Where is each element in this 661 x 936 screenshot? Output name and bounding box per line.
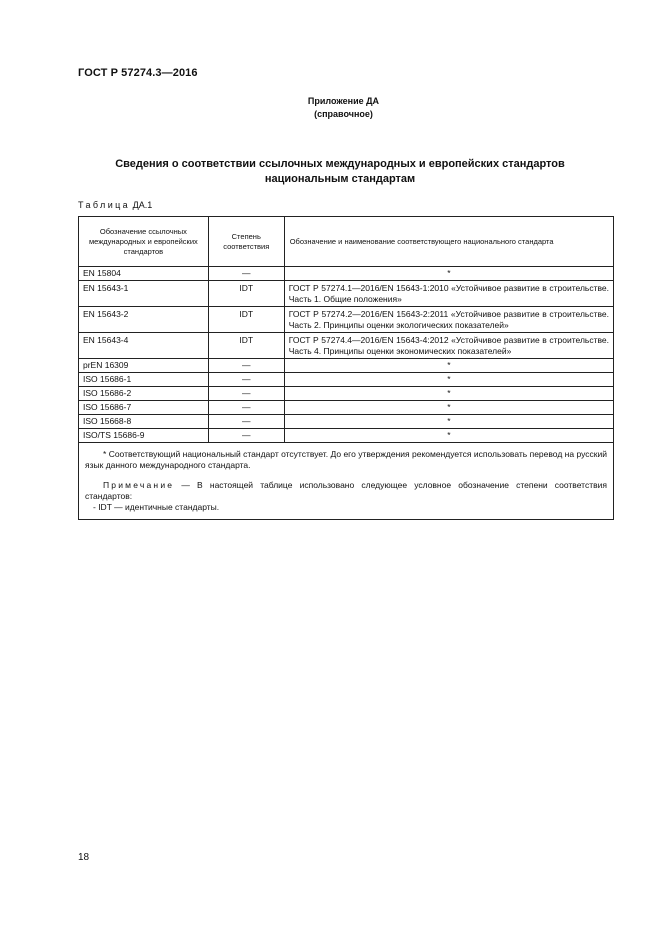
section-title-line2: национальным стандартам [264,173,416,185]
note-label: Примечание [103,480,175,490]
cell-degree: — [208,387,284,401]
cell-degree: — [208,415,284,429]
cell-reference: prEN 16309 [79,359,209,373]
table-caption-prefix: Таблица [78,200,131,210]
table-row [79,415,614,429]
cell-reference: ISO 15686-1 [79,373,209,387]
cell-national: * [284,401,613,415]
table-row [79,401,614,415]
table-caption [78,200,152,210]
cell-national: * [284,359,613,373]
page-number: 18 [78,852,90,863]
table-row [79,373,614,387]
header-national-standard: Обозначение и наименование соответствующего национального стандарта [284,217,613,267]
section-title [90,157,590,187]
cell-reference: EN 15804 [79,267,209,281]
standards-table [78,216,614,520]
cell-national: * [284,373,613,387]
section-title-line1: Сведения о соответствии ссылочных международных и европейских стандартов [115,158,565,170]
cell-degree: — [208,373,284,387]
cell-degree: IDT [208,281,284,307]
cell-degree: — [208,401,284,415]
table-row [79,359,614,373]
cell-national: ГОСТ Р 57274.1—2016/EN 15643-1:2010 «Устойчивое развитие в строительстве. Часть 1. Общие положения» [284,281,613,307]
table-row [79,387,614,401]
cell-national: ГОСТ Р 57274.2—2016/EN 15643-2:2011 «Устойчивое развитие в строительстве. Часть 2. Принципы оценки экологических показателей» [284,307,613,333]
table-footer-row [79,443,614,520]
cell-national: ГОСТ Р 57274.4—2016/EN 15643-4:2012 «Устойчивое развитие в строительстве. Часть 4. Принципы оценки экономических показателей» [284,333,613,359]
cell-degree: IDT [208,307,284,333]
document-code: ГОСТ Р 57274.3—2016 [78,67,198,79]
header-reference-standard: Обозначение ссылочных международных и европейских стандартов [79,217,209,267]
cell-national: * [284,267,613,281]
table-row [79,281,614,307]
table-footer [79,443,614,520]
note-text: — В настоящей таблице использовано следующее условное обозначение степени соответствия стандартов: [85,480,607,501]
cell-degree: — [208,267,284,281]
header-degree: Степень соответствия [208,217,284,267]
cell-reference: ISO 15686-7 [79,401,209,415]
cell-national: * [284,415,613,429]
appendix-title: Приложение ДА [307,96,380,106]
cell-reference: EN 15643-1 [79,281,209,307]
table-row [79,333,614,359]
table-row [79,429,614,443]
cell-degree: IDT [208,333,284,359]
cell-reference: EN 15643-2 [79,307,209,333]
footnote: * Соответствующий национальный стандарт отсутствует. До его утверждения рекомендуется использовать перевод на русский язык данного международного стандарта. [85,449,607,470]
cell-degree: — [208,429,284,443]
note-list-item: - IDT — идентичные стандарты. [93,502,220,512]
cell-reference: ISO/TS 15686-9 [79,429,209,443]
table-row [79,267,614,281]
cell-reference: ISO 15686-2 [79,387,209,401]
cell-reference: EN 15643-4 [79,333,209,359]
table-header-row [79,217,614,267]
table-row [79,307,614,333]
appendix-heading [0,95,661,121]
cell-degree: — [208,359,284,373]
table-caption-number: ДА.1 [132,200,153,210]
cell-reference: ISO 15668-8 [79,415,209,429]
note [85,480,607,502]
cell-national: * [284,387,613,401]
appendix-type: (справочное) [314,109,373,119]
cell-national: * [284,429,613,443]
